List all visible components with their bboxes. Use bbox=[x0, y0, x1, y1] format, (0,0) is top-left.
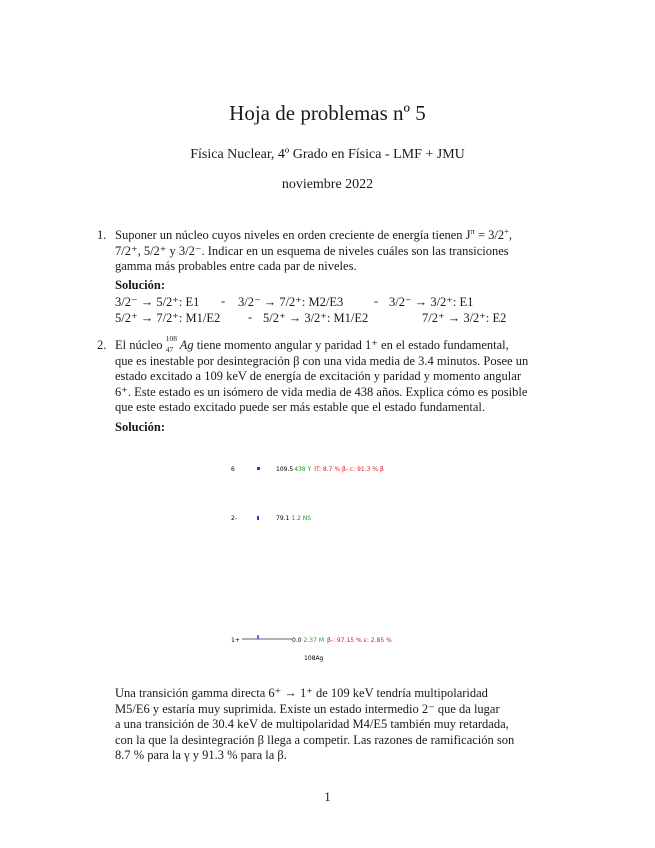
solution-1-row-1-b: 3/2⁻ → 7/2⁺: M2/E3 bbox=[238, 295, 344, 309]
problem-1-number: 1. bbox=[97, 228, 107, 242]
problem-1-line-2: 7/2⁺, 5/2⁺ y 3/2⁻. Indicar en un esquema de niveles cuáles son las transiciones bbox=[115, 243, 509, 258]
level-6-halflife: 438 Y bbox=[294, 466, 312, 473]
problem-2-number: 2. bbox=[97, 338, 107, 352]
problem-2-line-3: estado excitado a 109 keV de energía de excitación y paridad y momento angular bbox=[115, 369, 521, 384]
separator: - bbox=[374, 294, 379, 308]
solution-1-row-1-a: 3/2⁻ → 5/2⁺: E1 bbox=[115, 295, 200, 309]
svg-text:0.02.37 Mβ-: 97.15 % ε: 2.85 % bbox=[292, 637, 392, 644]
separator: - bbox=[248, 310, 253, 324]
problem-1-line-1: Suponer un núcleo cuyos niveles en orden creciente de energía tienen $J^\pi = 3/2^+$, bbox=[115, 225, 513, 242]
page-number: 1 bbox=[324, 789, 331, 804]
level-2-marker bbox=[257, 516, 259, 520]
solution-1-row-1-c: 3/2⁻ → 3/2⁺: E1 bbox=[389, 295, 474, 309]
svg-text:109.5438 YIT: 8.7 % β- c: 91.3 bbox=[276, 466, 384, 473]
problem-2-line-1: El núcleo 108 47 Ag tiene momento angular y paridad 1⁺ en el estado fundamental, bbox=[115, 334, 509, 354]
level-2-energy: 79.1 bbox=[276, 515, 290, 522]
level-2-spin: 2- bbox=[231, 515, 237, 522]
problem-2-line-4: 6⁺. Este estado es un isómero de vida media de 438 años. Explica cómo es posible bbox=[115, 384, 528, 399]
level-scheme-diagram bbox=[220, 455, 460, 670]
problem-2-line-5: que este estado excitado puede ser más estable que el estado fundamental. bbox=[115, 400, 485, 415]
problem-1-solution-label: Solución: bbox=[115, 278, 166, 292]
level-6-branching: IT: 8.7 % β- c: 91.3 % β bbox=[314, 466, 384, 473]
problem-2-solution-label: Solución: bbox=[115, 420, 166, 434]
ground-state-branching: β-: 97.15 % ε: 2.85 % bbox=[327, 637, 392, 644]
ground-state-energy: 0.0 bbox=[292, 637, 302, 644]
problem-2-line-2: que es inestable por desintegración β con una vida media de 3.4 minutos. Posee un bbox=[115, 353, 529, 368]
explanation-line-1: Una transición gamma directa 6⁺ → 1⁺ de 109 keV tendría multipolaridad bbox=[115, 686, 488, 700]
nucleus-label: 108Ag bbox=[304, 655, 324, 662]
solution-1-row-2-a: 5/2⁺ → 7/2⁺: M1/E2 bbox=[115, 311, 221, 325]
level-6-spin: 6 bbox=[231, 466, 235, 473]
level-2-halflife: 1.2 NS bbox=[291, 515, 312, 522]
solution-1-row-2-c: 7/2⁺ → 3/2⁺: E2 bbox=[422, 311, 507, 325]
level-6-marker bbox=[257, 467, 260, 470]
explanation-line-2: M5/E6 y estaría muy suprimida. Existe un estado intermedio 2⁻ que da lugar bbox=[115, 701, 500, 716]
level-6-energy: 109.5 bbox=[276, 466, 294, 473]
svg-text:79.11.2 NS bbox=[276, 515, 311, 522]
solution-1-row-2-b: 5/2⁺ → 3/2⁺: M1/E2 bbox=[263, 311, 369, 325]
page-title: Hoja de problemas nº 5 bbox=[229, 101, 426, 125]
ground-state-halflife: 2.37 M bbox=[303, 637, 324, 644]
ground-state-spin: 1+ bbox=[231, 637, 240, 644]
problem-1-line-3: gamma más probables entre cada par de niveles. bbox=[115, 259, 357, 274]
explanation-line-4: con la que la desintegración β llega a competir. Las razones de ramificación son bbox=[115, 732, 515, 747]
course-subtitle: Física Nuclear, 4º Grado en Física - LMF + JMU bbox=[190, 147, 465, 162]
explanation-line-5: 8.7 % para la γ y 91.3 % para la β. bbox=[115, 748, 287, 763]
explanation-line-3: a una transición de 30.4 keV de multipolaridad M4/E5 también muy retardada, bbox=[115, 717, 509, 732]
separator: - bbox=[221, 294, 226, 308]
date: noviembre 2022 bbox=[281, 177, 374, 192]
